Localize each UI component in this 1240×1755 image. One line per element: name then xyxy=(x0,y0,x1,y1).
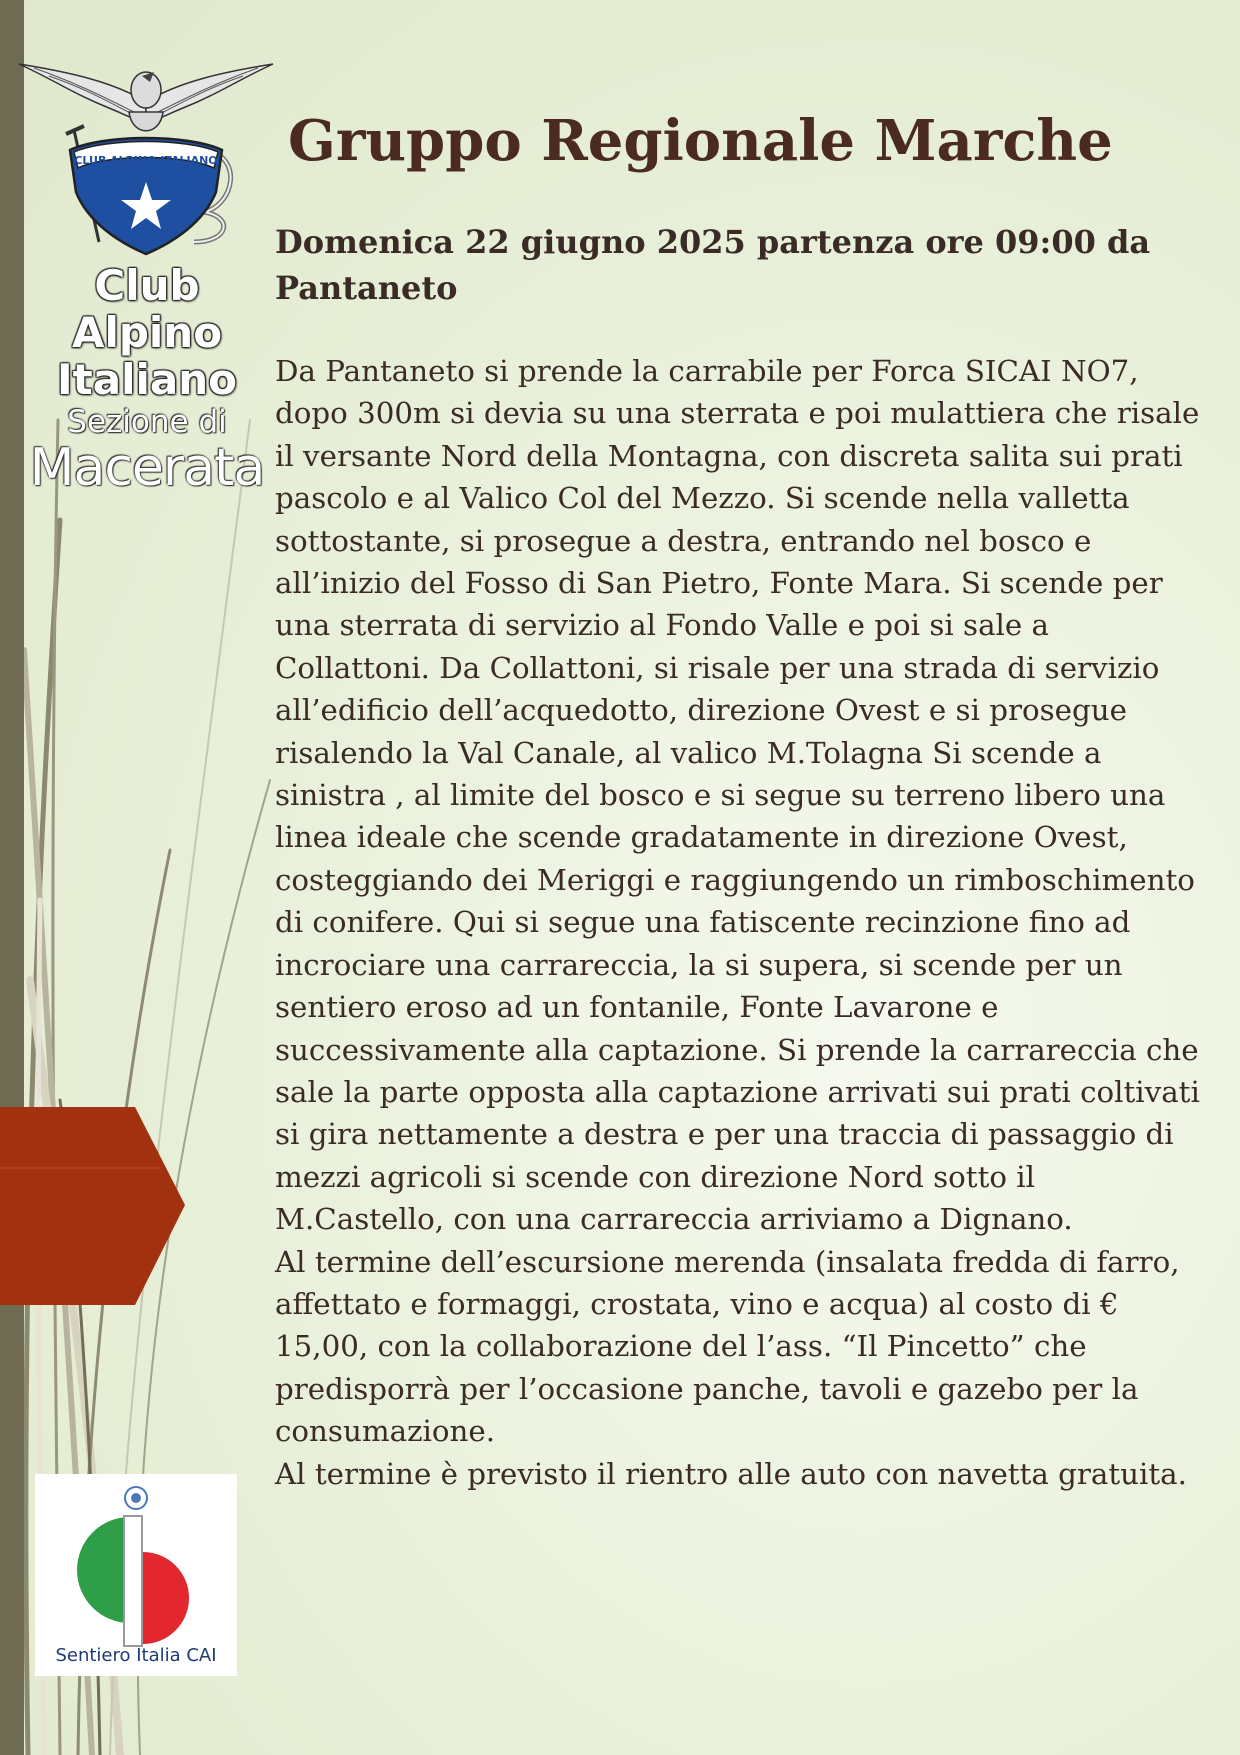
brand-line-italiano: Italiano xyxy=(57,355,237,404)
brand-line-alpino: Alpino xyxy=(71,308,223,357)
page-title: Gruppo Regionale Marche xyxy=(288,108,1113,174)
section-brand xyxy=(22,261,272,498)
brand-line-club: Club xyxy=(94,261,200,310)
brand-city: Macerata xyxy=(29,438,265,498)
route-paragraph: Da Pantaneto si prende la carrabile per Forca SICAI NO7, dopo 300m si devia su una sterrata e poi mulattiera che risale il versante Nord della Montagna, con discreta salita sui prati pascolo e al Valico Col del Mezzo. Si scende nella valletta sottostante, si prosegue a destra, entrando nel bosco e all’inizio del Fosso di San Pietro, Fonte Mara. Si scende per una sterrata di servizio al Fondo Valle e poi si sale a Collattoni. Da Collattoni, si risale per una strada di servizio all’edificio dell’acquedotto, direzione Ovest e si prosegue risalendo la Val Canale, al valico M.Tolagna Si scende a sinistra , al limite del bosco e si segue su terreno libero una linea ideale che scende gradatamente in direzione Ovest, costeggiando dei Meriggi e raggiungendo un rimboschimento di conifere. Qui si segue una fatiscente recinzione fino ad incrociare una carrareccia, la si supera, si scende per un sentiero eroso ad un fontanile, Fonte Lavarone e successivamente alla captazione. Si prende la carrareccia che sale la parte opposta alla captazione arrivati sui prati coltivati si gira nettamente a destra e per una traccia di passaggio di mezzi agricoli si scende con direzione Nord sotto il M.Castello, con una carrareccia arriviamo a Dignano. xyxy=(275,354,1200,1237)
emblem-text: CLUB ALPINO ITALIANO xyxy=(74,154,218,167)
red-arrow-shape xyxy=(0,1107,185,1305)
event-date-subtitle: Domenica 22 giugno 2025 partenza ore 09:00 da Pantaneto xyxy=(275,223,1151,307)
return-paragraph: Al termine è previsto il rientro alle auto con navetta gratuita. xyxy=(275,1456,1187,1491)
snack-paragraph: Al termine dell’escursione merenda (insalata fredda di farro, affettato e formaggi, crostata, vino e acqua) al costo di € 15,00, con la collaborazione del l’ass. “Il Pincetto” che predisporrà per l’occasione panche, tavoli e gazebo per la consumazione. xyxy=(275,1244,1180,1449)
cai-eagle-logo xyxy=(14,42,278,258)
brand-section-label: Sezione di xyxy=(67,404,227,440)
sentiero-caption: Sentiero Italia CAI xyxy=(55,1645,217,1666)
sentiero-italia-logo xyxy=(35,1474,237,1676)
event-description xyxy=(275,350,1205,1495)
